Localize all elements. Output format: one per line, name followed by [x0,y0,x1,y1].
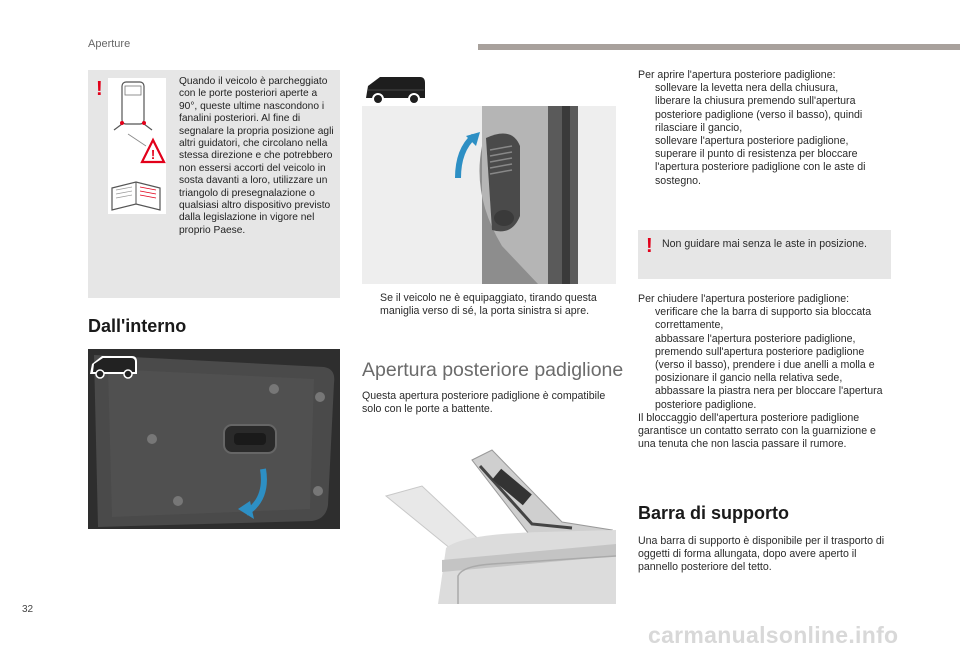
page-number: 32 [22,604,34,615]
open-intro: Per aprire l'apertura posteriore padiglione: [638,69,836,81]
list-item: premendo sull'apertura posteriore padiglione (verso il basso), prendere i due anelli a molla e posizionare il gancio nella relativa sede, [655,345,875,385]
heading-barra: Barra di supporto [638,503,790,523]
watermark: carmanualsonline.info [648,622,899,648]
list-item: abbassare l'apertura posteriore padiglione, [655,332,856,345]
paragraph-apertura: Questa apertura posteriore padiglione è compatibile solo con le porte a battente. [362,390,606,416]
roof-hatch-photo [362,440,616,604]
svg-text:!: ! [150,147,156,162]
warning-box-struts [638,230,891,279]
warning-text: Quando il veicolo è parcheggiato con le porte posteriori aperte a 90°, queste ultime nascondono i fanalini posteriori. Al fine di segnalare la propria posizione agli altri guidatori, che circolano nella stessa direzione e che potrebbero non essersi accorti del veicolo in sosta davanti a loro, utilizzare un triangolo di presegnalazione o qualsiasi altro dispositivo previsto dalla legislazione in vigore nel proprio Paese. [179,76,334,236]
paragraph-barra: Una barra di supporto è disponibile per il trasporto di oggetti di forma allungata, dopo avere aperto il pannello posteriore del tetto. [638,535,885,574]
list-item: verificare che la barra di supporto sia bloccata correttamente, [655,306,872,332]
list-item: sollevare la levetta nera della chiusura, [655,82,839,95]
book-icon [112,182,160,210]
list-item: superare il punto di resistenza per bloccare l'apertura posteriore padiglione con le aste di sostegno. [655,148,866,187]
header-bar [478,44,960,50]
list-item: liberare la chiusura premendo sull'apertura posteriore padiglione (verso il basso), quindi rilasciare il gancio, [655,95,863,134]
warning-text: Non guidare mai senza le aste in posizione. [662,238,867,250]
bullet-door-open [363,292,618,318]
close-instructions [638,293,894,451]
close-intro: Per chiudere l'apertura posteriore padiglione: [638,293,850,305]
warning-icon: ! [646,235,653,257]
open-instructions [638,69,894,188]
heading-dallinterno: Dall'interno [88,316,187,336]
close-outro: Il bloccaggio dell'apertura posteriore padiglione garantisce un contatto serrato con la guarnizione e una tenuta che non lascia passare il rumore. [638,411,876,451]
list-item: abbassare la piastra nera per bloccare l'apertura posteriore padiglione. [655,385,883,411]
bullet-text: Se il veicolo ne è equipaggiato, tirando questa maniglia verso di sé, la porta sinistra si apre. [380,292,597,318]
section-label: Aperture [88,38,131,50]
van-side-icon [88,352,140,387]
list-item: sollevare l'apertura posteriore padiglione, [655,135,849,148]
heading-apertura: Apertura posteriore padiglione [362,359,624,381]
rear-latch-photo [362,106,616,284]
warning-icon: ! [96,78,103,100]
warning-illustration [108,78,166,214]
warning-box-rear-lights [88,70,340,298]
